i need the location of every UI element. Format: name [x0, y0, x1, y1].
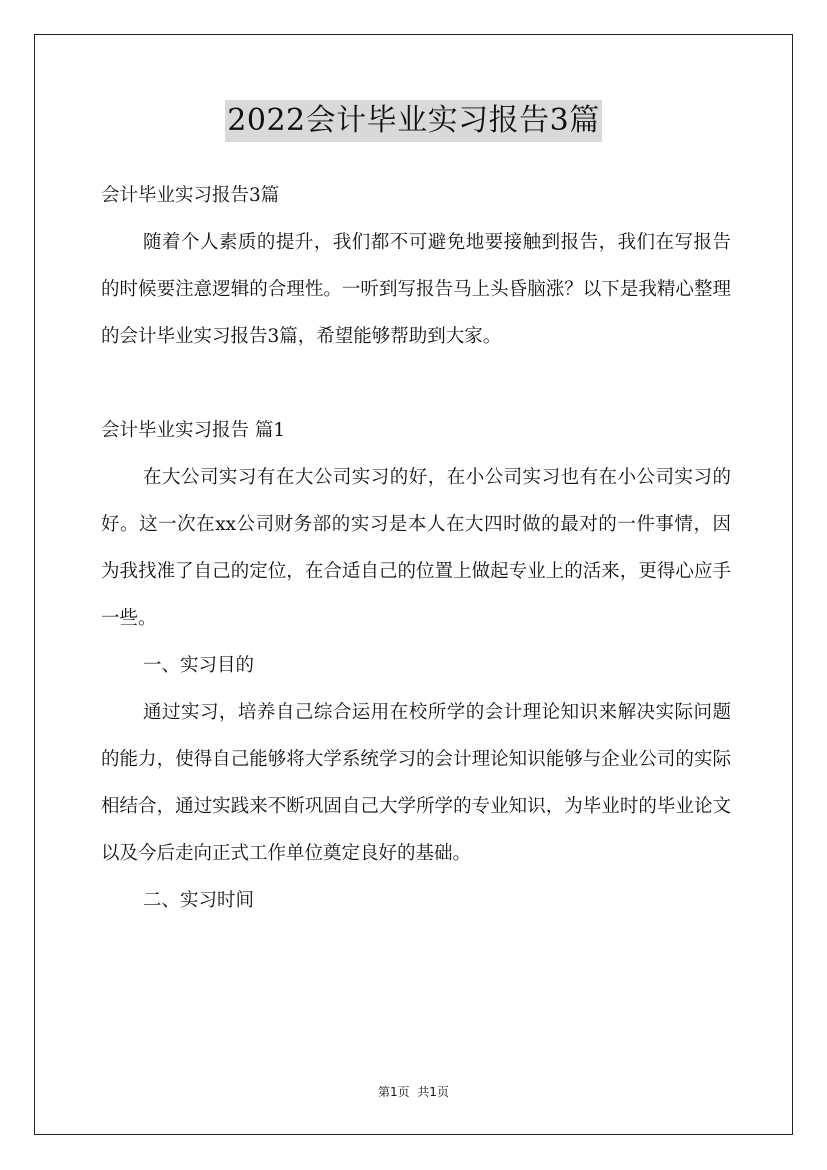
body-paragraph-2: 通过实习，培养自己综合运用在校所学的会计理论知识来解决实际问题的能力，使得自己能够将大学系统学习的会计理论知识能够与企业公司的实际相结合，通过实践来不断巩固自己大学所学的专业知识，为毕业时的毕业论文以及今后走向正式工作单位奠定良好的基础。 [101, 702, 731, 864]
document-body [101, 172, 731, 924]
document-subtitle: 会计毕业实习报告3篇 [101, 185, 280, 206]
intro-paragraph: 随着个人素质的提升，我们都不可避免地要接触到报告，我们在写报告的时候要注意逻辑的合理性。一听到写报告马上头昏脑涨？以下是我精心整理的会计毕业实习报告3篇，希望能够帮助到大家。 [101, 232, 731, 347]
section-heading: 会计毕业实习报告 篇1 [101, 420, 286, 441]
heading-internship-time: 二、实习时间 [143, 890, 255, 911]
page-footer: 第1页 共1页 [378, 1085, 449, 1099]
title-container [0, 100, 827, 142]
heading-internship-purpose: 一、实习目的 [143, 655, 255, 676]
document-title: 2022会计毕业实习报告3篇 [225, 100, 601, 142]
blank-line [101, 360, 731, 407]
body-paragraph-1: 在大公司实习有在大公司实习的好，在小公司实习也有在小公司实习的好。这一次在xx公司财务部的实习是本人在大四时做的最对的一件事情，因为我找准了自己的定位，在合适自己的位置上做起专业上的活来，更得心应手一些。 [101, 467, 731, 629]
